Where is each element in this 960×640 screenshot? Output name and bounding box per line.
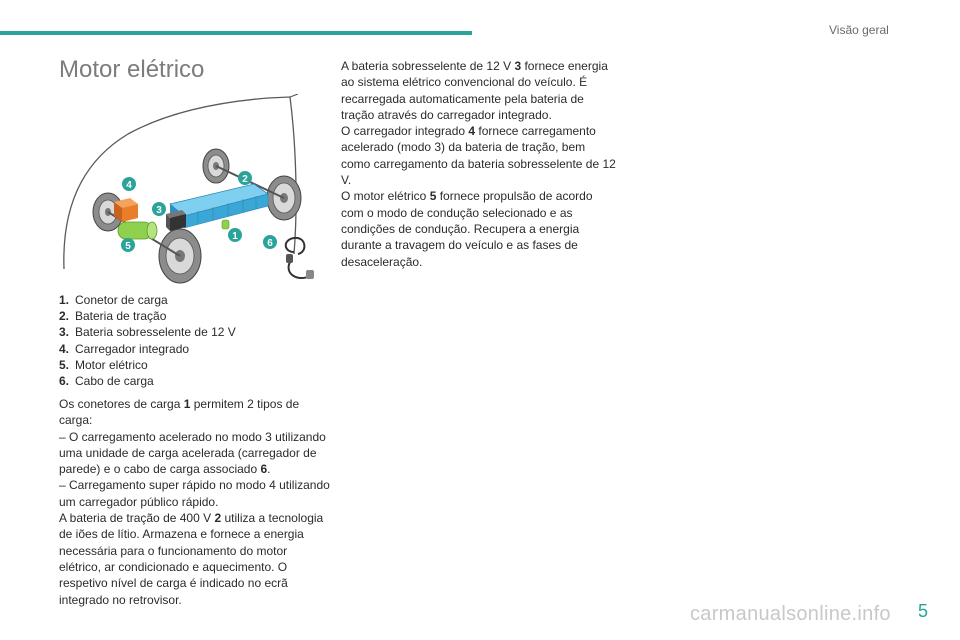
- component-number: 5.: [59, 357, 70, 372]
- svg-text:6: 6: [267, 238, 273, 249]
- svg-text:4: 4: [126, 180, 132, 191]
- svg-text:1: 1: [232, 231, 238, 242]
- paragraph-electric-motor: O motor elétrico 5 fornece propulsão de acordo com o modo de condução selecionado e as condições de condução. Recupera a energia durante a travagem do veículo e as fases de desaceleração.: [341, 189, 593, 269]
- paragraph-mode3: – O carregamento acelerado no modo 3 utilizando uma unidade de carga acelerada (carregador de parede) e o cabo de carga associado 6.: [59, 429, 326, 477]
- header-accent-bar: [0, 31, 472, 35]
- charging-cable: [286, 238, 314, 279]
- component-item: [59, 341, 236, 357]
- charge-connector: [222, 220, 229, 229]
- component-item: [59, 324, 236, 340]
- body-text-right: [341, 58, 616, 270]
- component-list: [59, 292, 236, 389]
- component-label: Cabo de carga: [75, 374, 154, 389]
- paragraph-charge-connectors: Os conetores de carga 1 permitem 2 tipos de carga:: [59, 397, 300, 428]
- body-text-left: [59, 396, 331, 608]
- component-number: 2.: [59, 309, 70, 324]
- auxiliary-battery: [166, 210, 186, 231]
- page-title: Motor elétrico: [59, 56, 205, 83]
- watermark: carmanualsonline.info: [690, 603, 891, 625]
- callout-5: [121, 238, 135, 252]
- page-number: 5: [918, 601, 929, 621]
- component-number: 3.: [59, 325, 70, 340]
- svg-text:2: 2: [242, 174, 248, 185]
- svg-text:3: 3: [156, 205, 162, 216]
- onboard-charger: [114, 198, 138, 222]
- component-label: Bateria sobresselente de 12 V: [75, 325, 236, 340]
- callout-4: [122, 177, 136, 191]
- callout-6: [263, 235, 277, 249]
- component-number: 6.: [59, 374, 70, 389]
- ev-powertrain-illustration: [58, 94, 330, 290]
- component-label: Carregador integrado: [75, 341, 190, 356]
- section-title: Visão geral: [829, 23, 889, 37]
- component-number: 1.: [59, 293, 70, 307]
- electric-motor: [118, 222, 157, 239]
- component-item: [59, 292, 236, 308]
- component-label: Bateria de tração: [75, 309, 167, 324]
- callout-3: [152, 202, 166, 216]
- svg-text:5: 5: [125, 241, 131, 252]
- paragraph-mode4: – Carregamento super rápido no modo 4 utilizando um carregador público rápido.: [59, 478, 330, 509]
- paragraph-onboard-charger: O carregador integrado 4 fornece carregamento acelerado (modo 3) da bateria de tração, bem como carregamento da bateria sobresselente de 12 V.: [341, 124, 616, 188]
- component-label: Conetor de carga: [75, 293, 168, 307]
- paragraph-aux-battery: A bateria sobresselente de 12 V 3 fornece energia ao sistema elétrico convencional do veículo. É recarregada automaticamente pela bateria de tração através do carregador integrado.: [341, 59, 608, 122]
- callout-1: [228, 228, 242, 242]
- component-number: 4.: [59, 341, 70, 356]
- callout-2: [238, 171, 252, 185]
- paragraph-traction-battery: A bateria de tração de 400 V 2 utiliza a tecnologia de iões de lítio. Armazena e fornece a energia necessária para o funcionamento do motor elétrico, ar condicionado e aquecimento. O respetivo nível de carga é indicado no ecrã integrado no retrovisor.: [59, 511, 324, 607]
- component-item: [59, 373, 236, 389]
- component-label: Motor elétrico: [75, 357, 148, 372]
- component-item: [59, 308, 236, 324]
- component-item: [59, 357, 236, 373]
